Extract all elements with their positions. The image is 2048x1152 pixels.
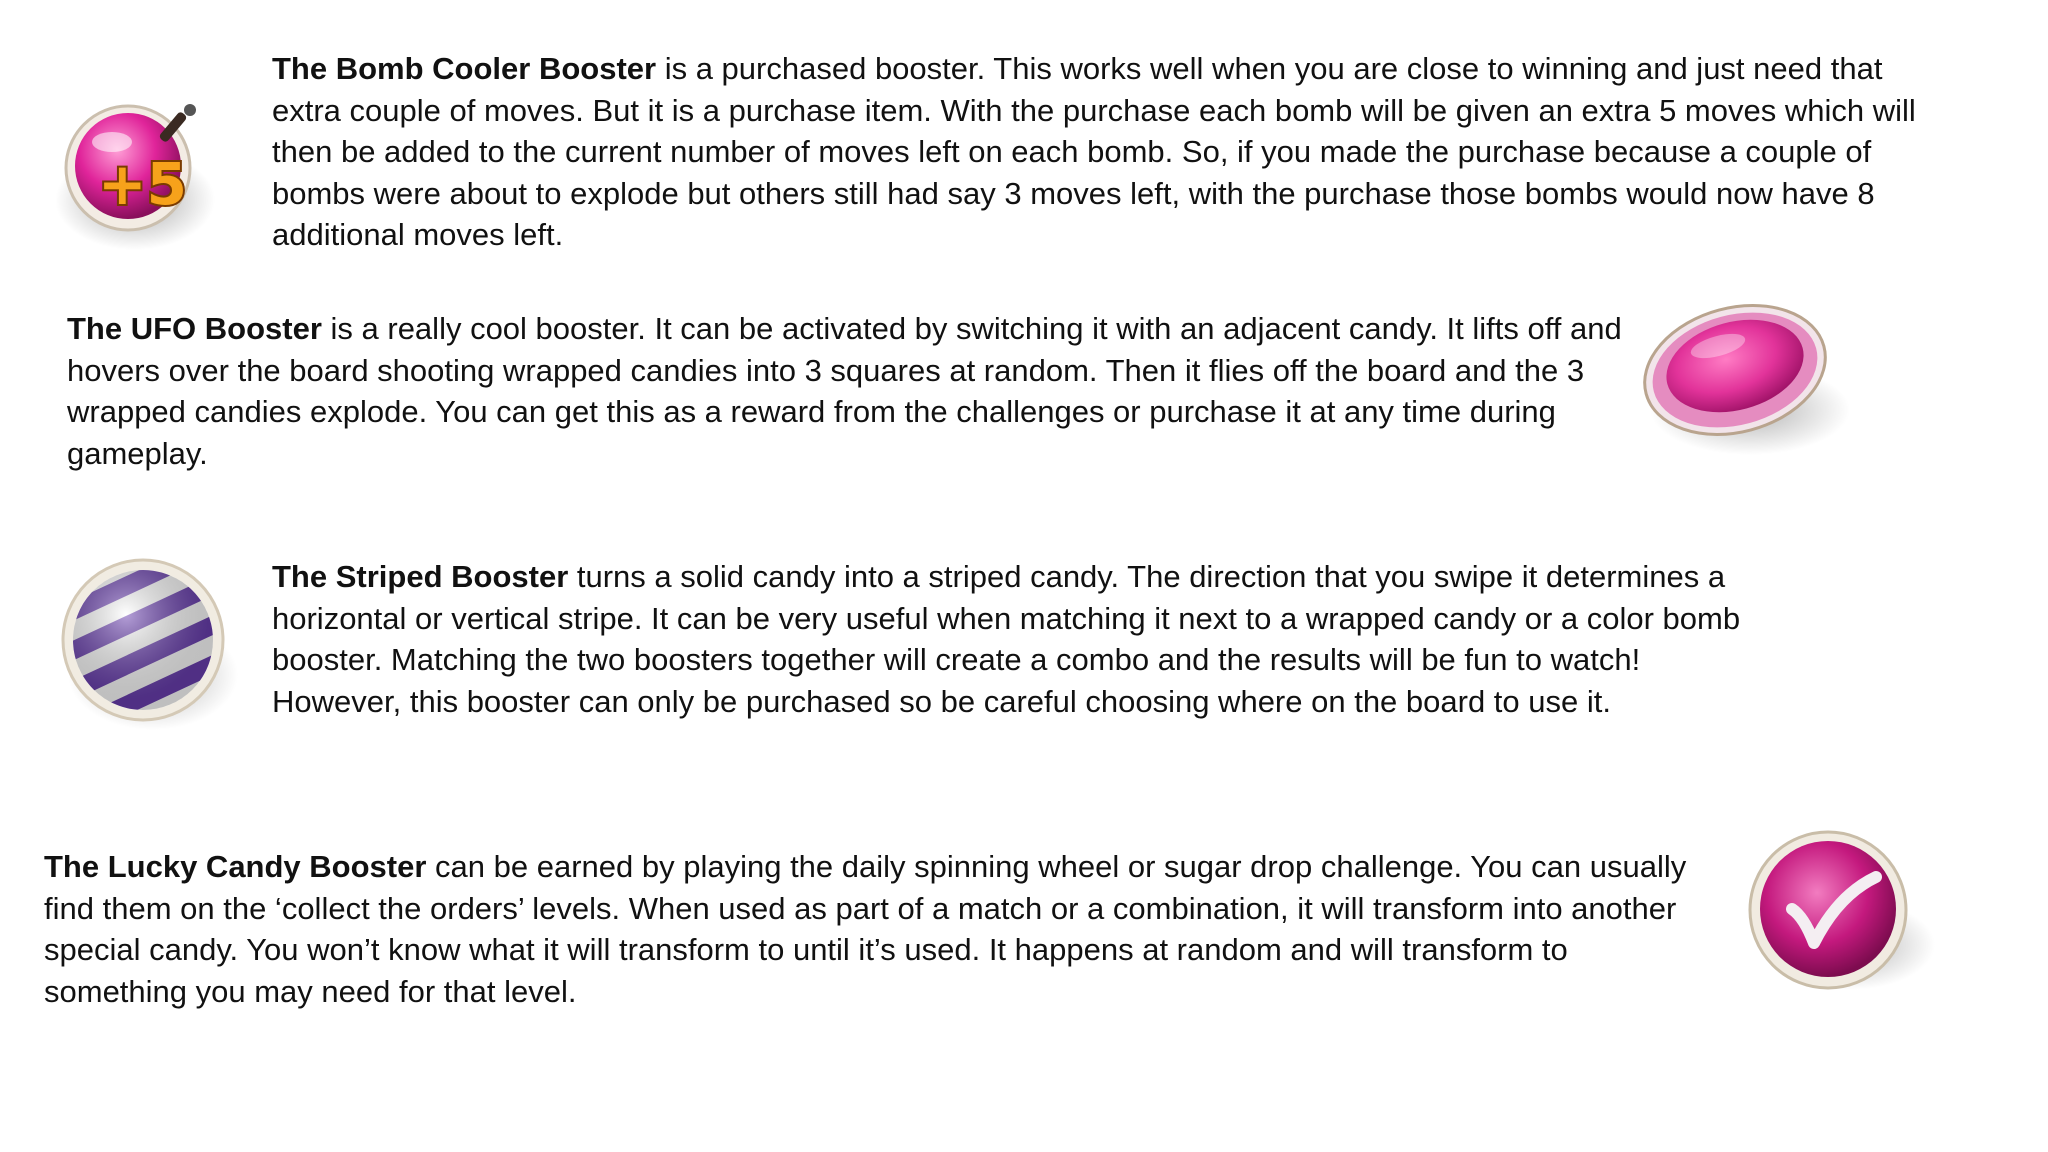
plus5-label: +5 [98,150,187,218]
bomb-cooler-plus5-icon [40,80,220,260]
lucky-candy-description [44,846,1704,1012]
ufo-text: is a really cool booster. It can be activated by switching it with an adjacent candy. It lifts off and hovers over the board shooting wrapped candies into 3 squares at random. Then it flies off the board and the 3 wrapped candies explode. You can get this as a reward from the challenges or purchase it at any time during gameplay. [67,311,1622,471]
striped-title: The Striped Booster [272,559,569,594]
striped-candy-icon [48,545,248,745]
bomb-cooler-title: The Bomb Cooler Booster [272,51,657,86]
lucky-candy-title: The Lucky Candy Booster [44,849,427,884]
lucky-candy-check-icon [1740,825,1960,1005]
ufo-title: The UFO Booster [67,311,322,346]
bomb-cooler-text: is a purchased booster. This works well when you are close to winning and just need that extra couple of moves. But it is a purchase item. With the purchase each bomb will be given an extra 5 moves which will then be added to the current number of moves left on each bomb. So, if you made the purchase because a couple of bombs were about to explode but others still had say 3 moves left, with the purchase those bombs would now have 8 additional moves left. [272,51,1916,252]
bomb-cooler-description [272,48,1932,256]
ufo-candy-icon [1630,280,1860,470]
striped-text: turns a solid candy into a striped candy. The direction that you swipe it determines a horizontal or vertical stripe. It can be very useful when matching it next to a wrapped candy or a color bomb booster. Matching the two boosters together will create a combo and the results will be fun to watch! However, this booster can only be purchased so be careful choosing where on the board to use it. [272,559,1741,719]
lucky-candy-text: can be earned by playing the daily spinning wheel or sugar drop challenge. You can usually find them on the ‘collect the orders’ levels. When used as part of a match or a combination, it will transform into another special candy. You won’t know what it will transform to until it’s used. It happens at random and will transform to something you may need for that level. [44,849,1687,1009]
ufo-description [67,308,1627,474]
striped-description [272,556,1752,722]
